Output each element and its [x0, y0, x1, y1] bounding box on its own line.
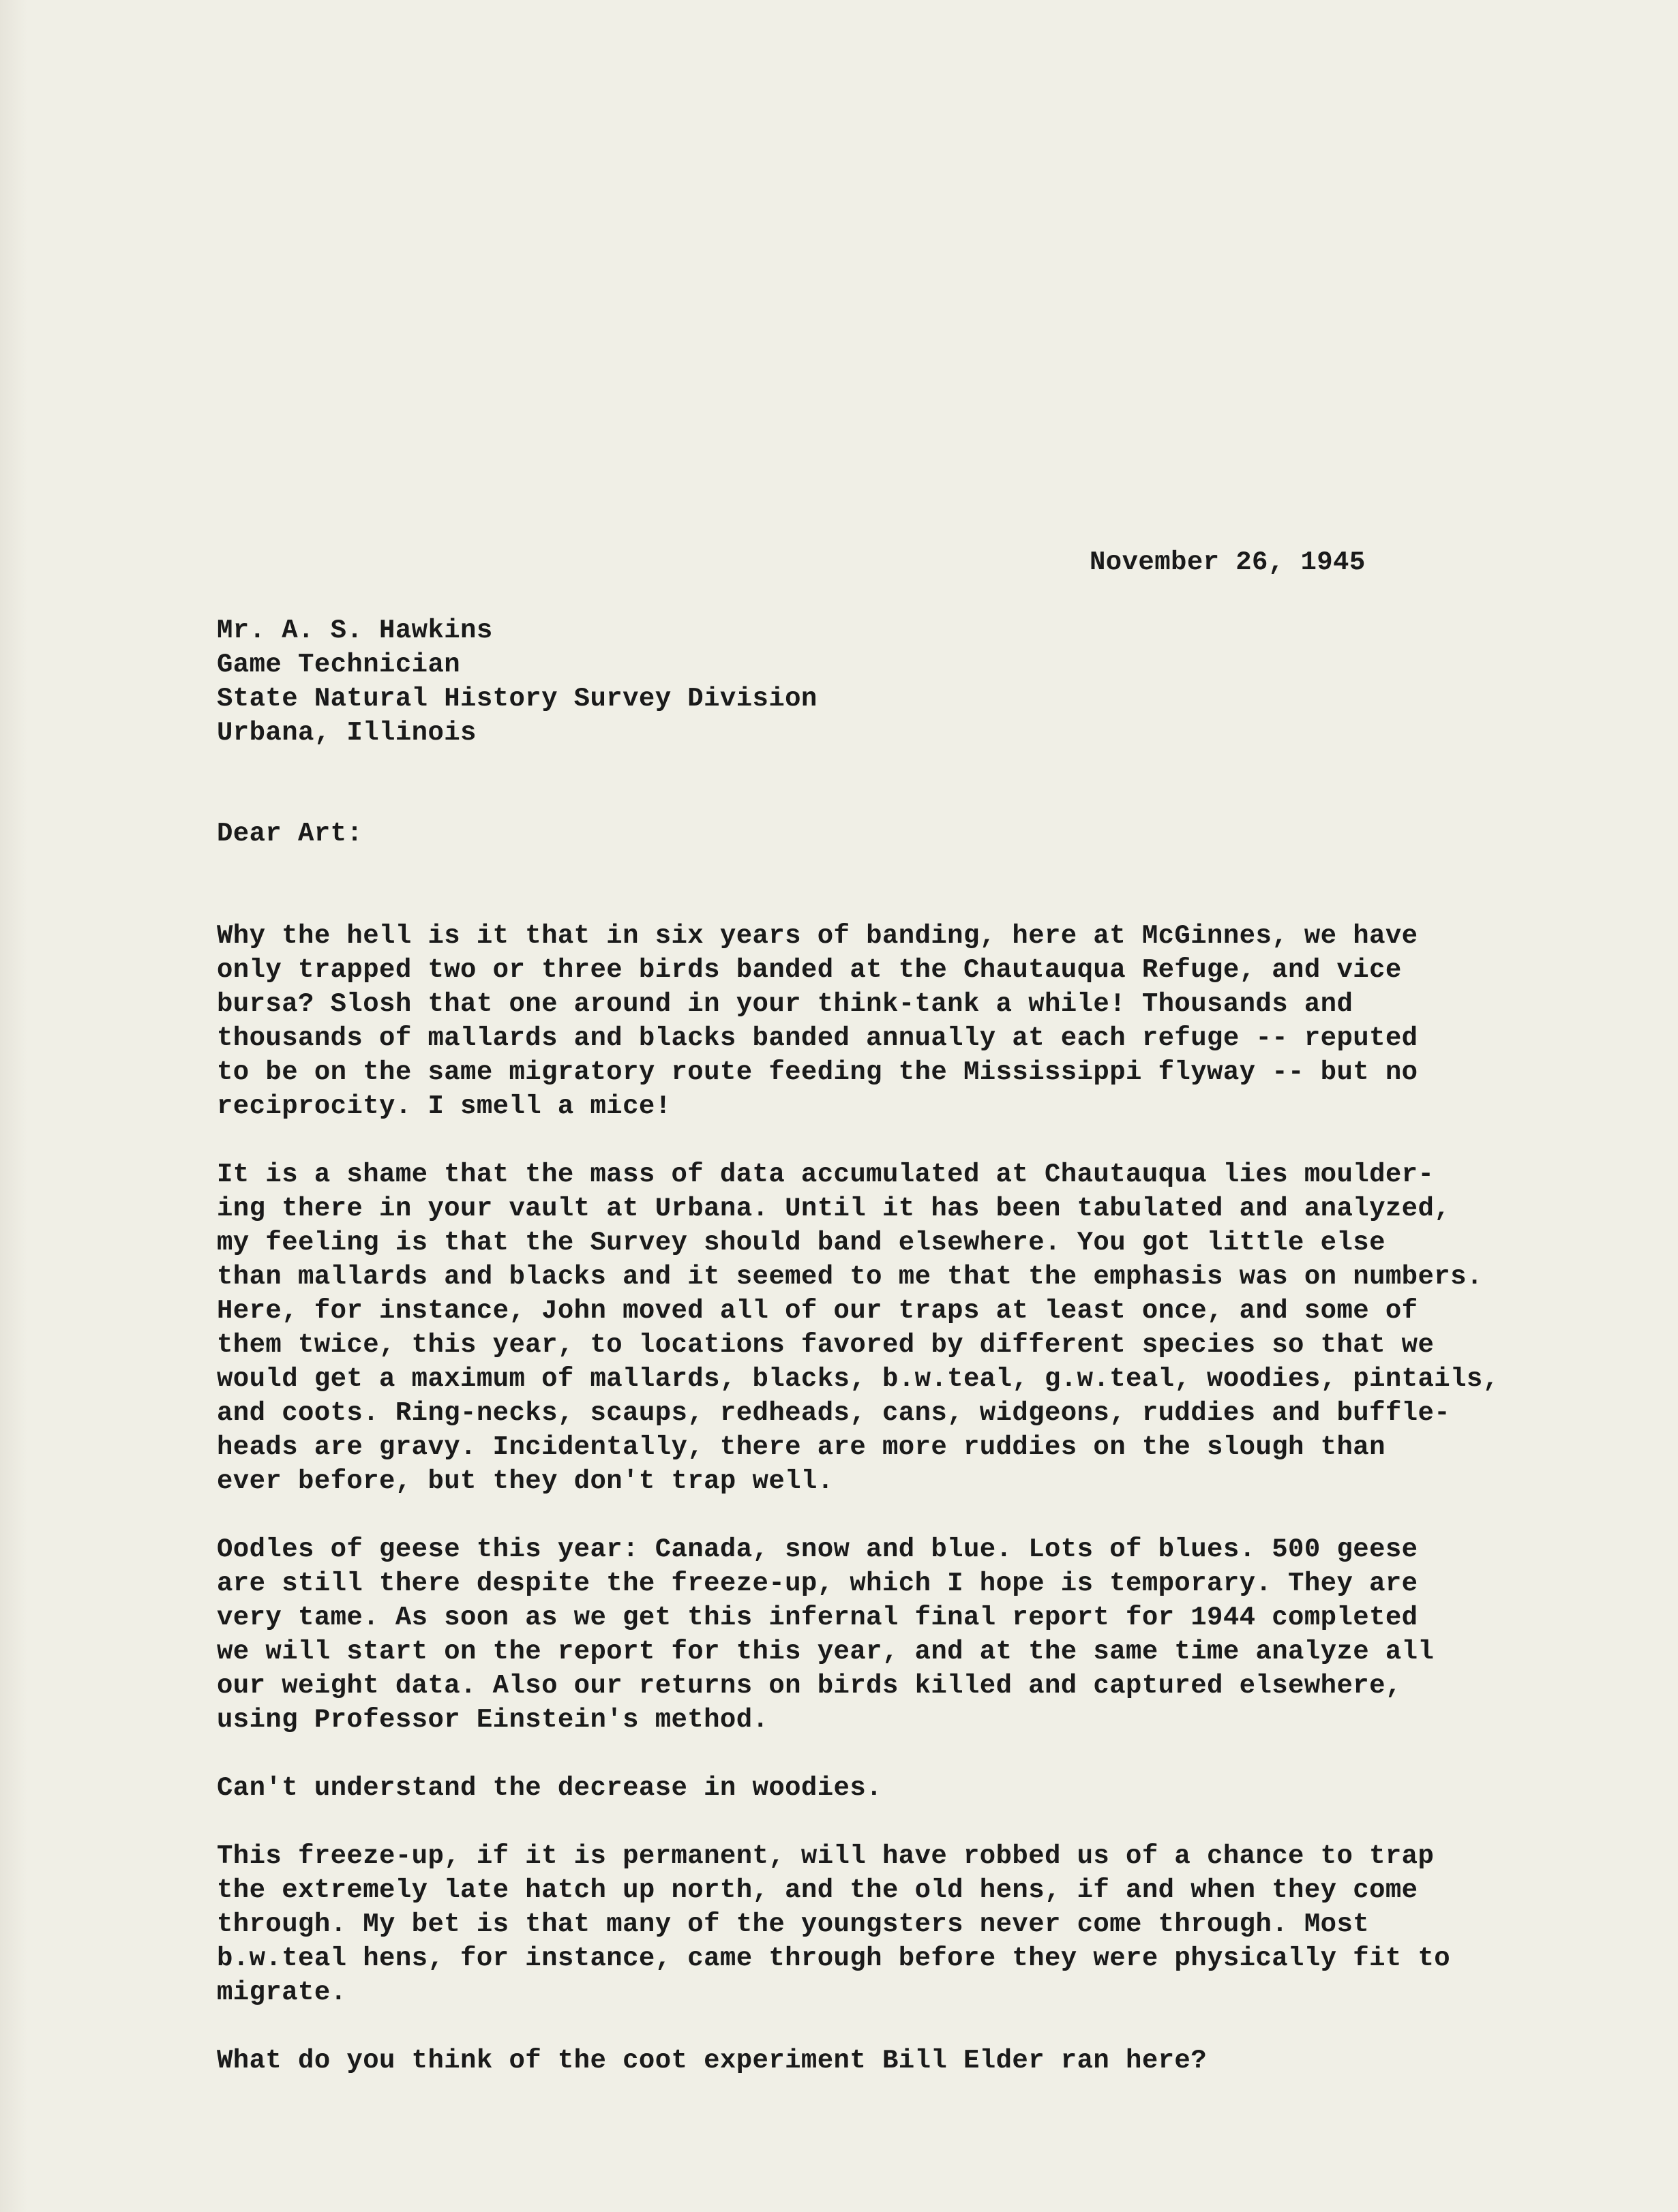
text-line: would get a maximum of mallards, blacks, b.w.teal, g.w.teal, woodies, pintails,	[217, 1364, 1499, 1394]
text-line: thousands of mallards and blacks banded annually at each refuge -- reputed	[217, 1023, 1418, 1053]
address-line: Urbana, Illinois	[217, 718, 477, 748]
text-line: reciprocity. I smell a mice!	[217, 1091, 672, 1121]
text-line: What do you think of the coot experiment Bill Elder ran here?	[217, 2046, 1208, 2076]
paragraph-geese	[217, 1532, 1567, 1737]
recipient-address	[217, 613, 818, 750]
text-line: and coots. Ring-necks, scaups, redheads, cans, widgeons, ruddies and buffle-	[217, 1398, 1451, 1428]
paragraph-woodies	[217, 1771, 1567, 1805]
text-line: Here, for instance, John moved all of our traps at least once, and some of	[217, 1296, 1418, 1326]
text-line: b.w.teal hens, for instance, came through before they were physically fit to	[217, 1943, 1451, 1973]
salutation: Dear Art:	[217, 819, 363, 849]
text-line: ing there in your vault at Urbana. Until it has been tabulated and analyzed,	[217, 1194, 1451, 1224]
text-line: my feeling is that the Survey should band elsewhere. You got little else	[217, 1228, 1385, 1258]
text-line: It is a shame that the mass of data accumulated at Chautauqua lies moulder-	[217, 1160, 1435, 1190]
paragraph-coot-experiment	[217, 2044, 1567, 2078]
text-line: only trapped two or three birds banded at the Chautauqua Refuge, and vice	[217, 955, 1402, 985]
text-line: Oodles of geese this year: Canada, snow and blue. Lots of blues. 500 geese	[217, 1534, 1418, 1564]
text-line: bursa? Slosh that one around in your think-tank a while! Thousands and	[217, 989, 1353, 1019]
text-line: using Professor Einstein's method.	[217, 1705, 769, 1735]
text-line: are still there despite the freeze-up, which I hope is temporary. They are	[217, 1569, 1418, 1599]
text-line: to be on the same migratory route feeding the Mississippi flyway -- but no	[217, 1057, 1418, 1087]
paragraph-chautauqua-data	[217, 1157, 1567, 1498]
text-line: very tame. As soon as we get this infernal final report for 1944 completed	[217, 1603, 1418, 1633]
address-line: Game Technician	[217, 650, 461, 680]
text-line: than mallards and blacks and it seemed to me that the emphasis was on numbers.	[217, 1262, 1483, 1292]
text-line: migrate.	[217, 1978, 347, 2008]
paper-edge-shadow	[0, 0, 27, 2212]
text-line: through. My bet is that many of the youngsters never come through. Most	[217, 1909, 1370, 1939]
text-line: the extremely late hatch up north, and the old hens, if and when they come	[217, 1875, 1418, 1905]
text-line: heads are gravy. Incidentally, there are more ruddies on the slough than	[217, 1432, 1385, 1462]
text-line: This freeze-up, if it is permanent, will have robbed us of a chance to trap	[217, 1841, 1435, 1871]
letter-date: November 26, 1945	[1090, 547, 1366, 577]
paragraph-banding-reciprocity	[217, 919, 1567, 1123]
text-line: them twice, this year, to locations favored by different species so that we	[217, 1330, 1435, 1360]
text-line: Can't understand the decrease in woodies.	[217, 1773, 882, 1803]
text-line: Why the hell is it that in six years of banding, here at McGinnes, we have	[217, 921, 1418, 951]
letter-body	[217, 919, 1567, 2112]
address-line: Mr. A. S. Hawkins	[217, 616, 493, 646]
address-line: State Natural History Survey Division	[217, 684, 818, 714]
paragraph-freeze-up	[217, 1839, 1567, 2010]
text-line: our weight data. Also our returns on birds killed and captured elsewhere,	[217, 1671, 1402, 1701]
text-line: we will start on the report for this year, and at the same time analyze all	[217, 1637, 1435, 1667]
text-line: ever before, but they don't trap well.	[217, 1466, 834, 1496]
